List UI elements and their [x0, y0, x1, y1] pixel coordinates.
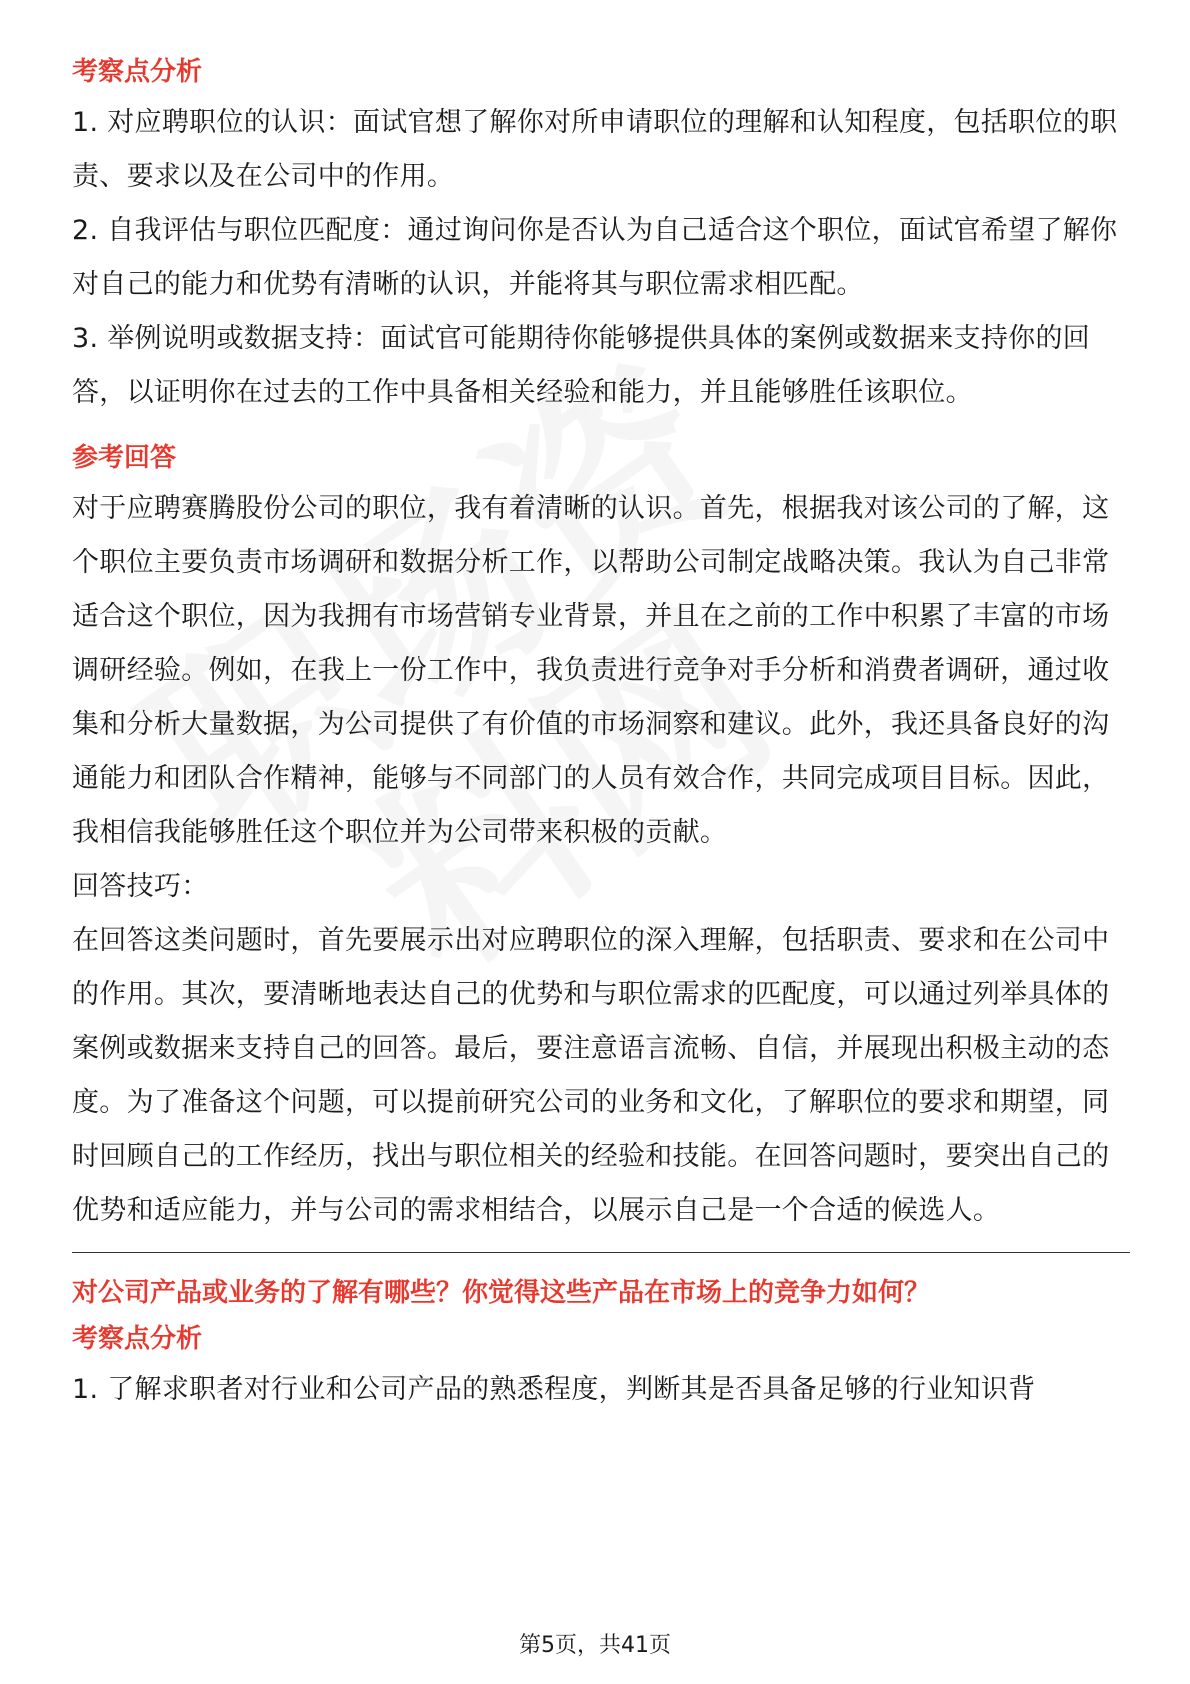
analysis-point-1: 1. 对应聘职位的认识：面试官想了解你对所申请职位的理解和认知程度，包括职位的职责、要求以及在公司中的作用。: [72, 107, 1118, 192]
page-content: [72, 52, 1130, 1417]
analysis-point-2: 2. 自我评估与职位匹配度：通过询问你是否认为自己适合这个职位，面试官希望了解你对自己的能力和优势有清晰的认识，并能将其与职位需求相匹配。: [72, 215, 1118, 300]
tips-text: 在回答这类问题时，首先要展示出对应聘职位的深入理解，包括职责、要求和在公司中的作用。其次，要清晰地表达自己的优势和与职位需求的匹配度，可以通过列举具体的案例或数据来支持自己的回答。最后，要注意语言流畅、自信，并展现出积极主动的态度。为了准备这个问题，可以提前研究公司的业务和文化，了解职位的要求和期望，同时回顾自己的工作经历，找出与职位相关的经验和技能。在回答问题时，要突出自己的优势和适应能力，并与公司的需求相结合，以展示自己是一个合适的候选人。: [72, 925, 1110, 1226]
analysis-point-2-1: 1. 了解求职者对行业和公司产品的熟悉程度，判断其是否具备足够的行业知识背: [72, 1374, 1036, 1405]
answer-heading: 参考回答: [72, 443, 177, 473]
answer-text: 对于应聘赛腾股份公司的职位，我有着清晰的认识。首先，根据我对该公司的了解，这个职位主要负责市场调研和数据分析工作，以帮助公司制定战略决策。我认为自己非常适合这个职位，因为我拥有市场营销专业背景，并且在之前的工作中积累了丰富的市场调研经验。例如，在我上一份工作中，我负责进行竞争对手分析和消费者调研，通过收集和分析大量数据，为公司提供了有价值的市场洞察和建议。此外，我还具备良好的沟通能力和团队合作精神，能够与不同部门的人员有效合作，共同完成项目目标。因此，我相信我能够胜任这个职位并为公司带来积极的贡献。: [72, 493, 1110, 848]
tips-label: 回答技巧：: [72, 871, 209, 902]
section-divider: [72, 1252, 1130, 1253]
analysis-heading: 考察点分析: [72, 57, 203, 87]
analysis-point-3: 3. 举例说明或数据支持：面试官可能期待你能够提供具体的案例或数据来支持你的回答，以证明你在过去的工作中具备相关经验和能力，并且能够胜任该职位。: [72, 323, 1091, 408]
question-heading: 对公司产品或业务的了解有哪些？你觉得这些产品在市场上的竞争力如何？: [72, 1278, 931, 1308]
analysis-heading-2: 考察点分析: [72, 1324, 203, 1354]
page-footer: 第5页，共41页: [519, 1633, 671, 1658]
